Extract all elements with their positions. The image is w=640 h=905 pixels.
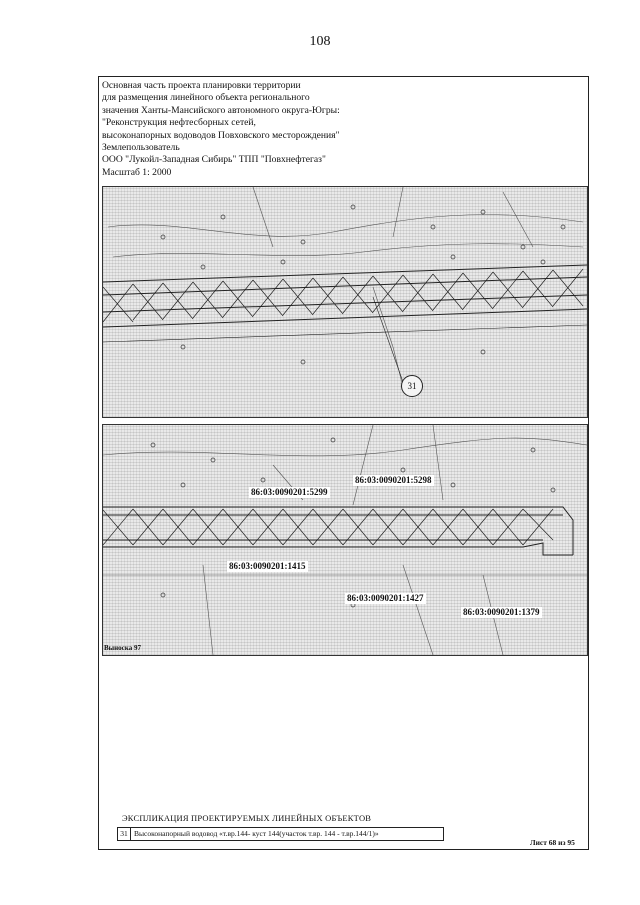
land-user-label: Землепользователь <box>102 142 180 154</box>
parcel-label-5299: 86:03:0090201:5299 <box>251 487 328 497</box>
explication-table <box>117 827 444 841</box>
explication-row-description: Высоконапорный водовод «т.вр.144- куст 144(участок т.вр. 144 - т.вр.144/1)» <box>134 829 379 838</box>
parcel-label-1415: 86:03:0090201:1415 <box>229 561 306 571</box>
title-line: "Реконструкция нефтесборных сетей, <box>102 117 256 129</box>
callout-label: Выноска 97 <box>104 644 141 652</box>
map-drawing-top <box>103 187 587 417</box>
scale-label: Масштаб 1: 2000 <box>102 166 172 178</box>
land-user-name: ООО "Лукойл-Западная Сибирь" ТПП "Повхнефтегаз" <box>102 154 326 166</box>
title-line: для размещения линейного объекта регионального <box>102 92 310 104</box>
parcel-label-5298: 86:03:0090201:5298 <box>355 475 432 485</box>
explication-title: ЭКСПЛИКАЦИЯ ПРОЕКТИРУЕМЫХ ЛИНЕЙНЫХ ОБЪЕКТОВ <box>122 813 372 823</box>
title-block <box>102 80 462 179</box>
title-line: Основная часть проекта планировки территории <box>102 80 301 91</box>
parcel-label-1427: 86:03:0090201:1427 <box>347 593 424 603</box>
title-line: значения Ханты-Мансийского автономного округа-Югры: <box>102 104 340 116</box>
sheet-number: Лист 68 из 95 <box>530 838 575 847</box>
page-number: 108 <box>309 34 331 49</box>
parcel-label-1379: 86:03:0090201:1379 <box>463 607 540 617</box>
map-panel-top <box>102 186 588 418</box>
explication-row-number: 31 <box>118 828 131 840</box>
object-marker-31: 31 <box>401 375 423 397</box>
map-panel-bottom <box>102 424 588 656</box>
map-drawing-bottom <box>103 425 587 655</box>
title-line: высоконапорных водоводов Повховского месторождения" <box>102 129 340 141</box>
